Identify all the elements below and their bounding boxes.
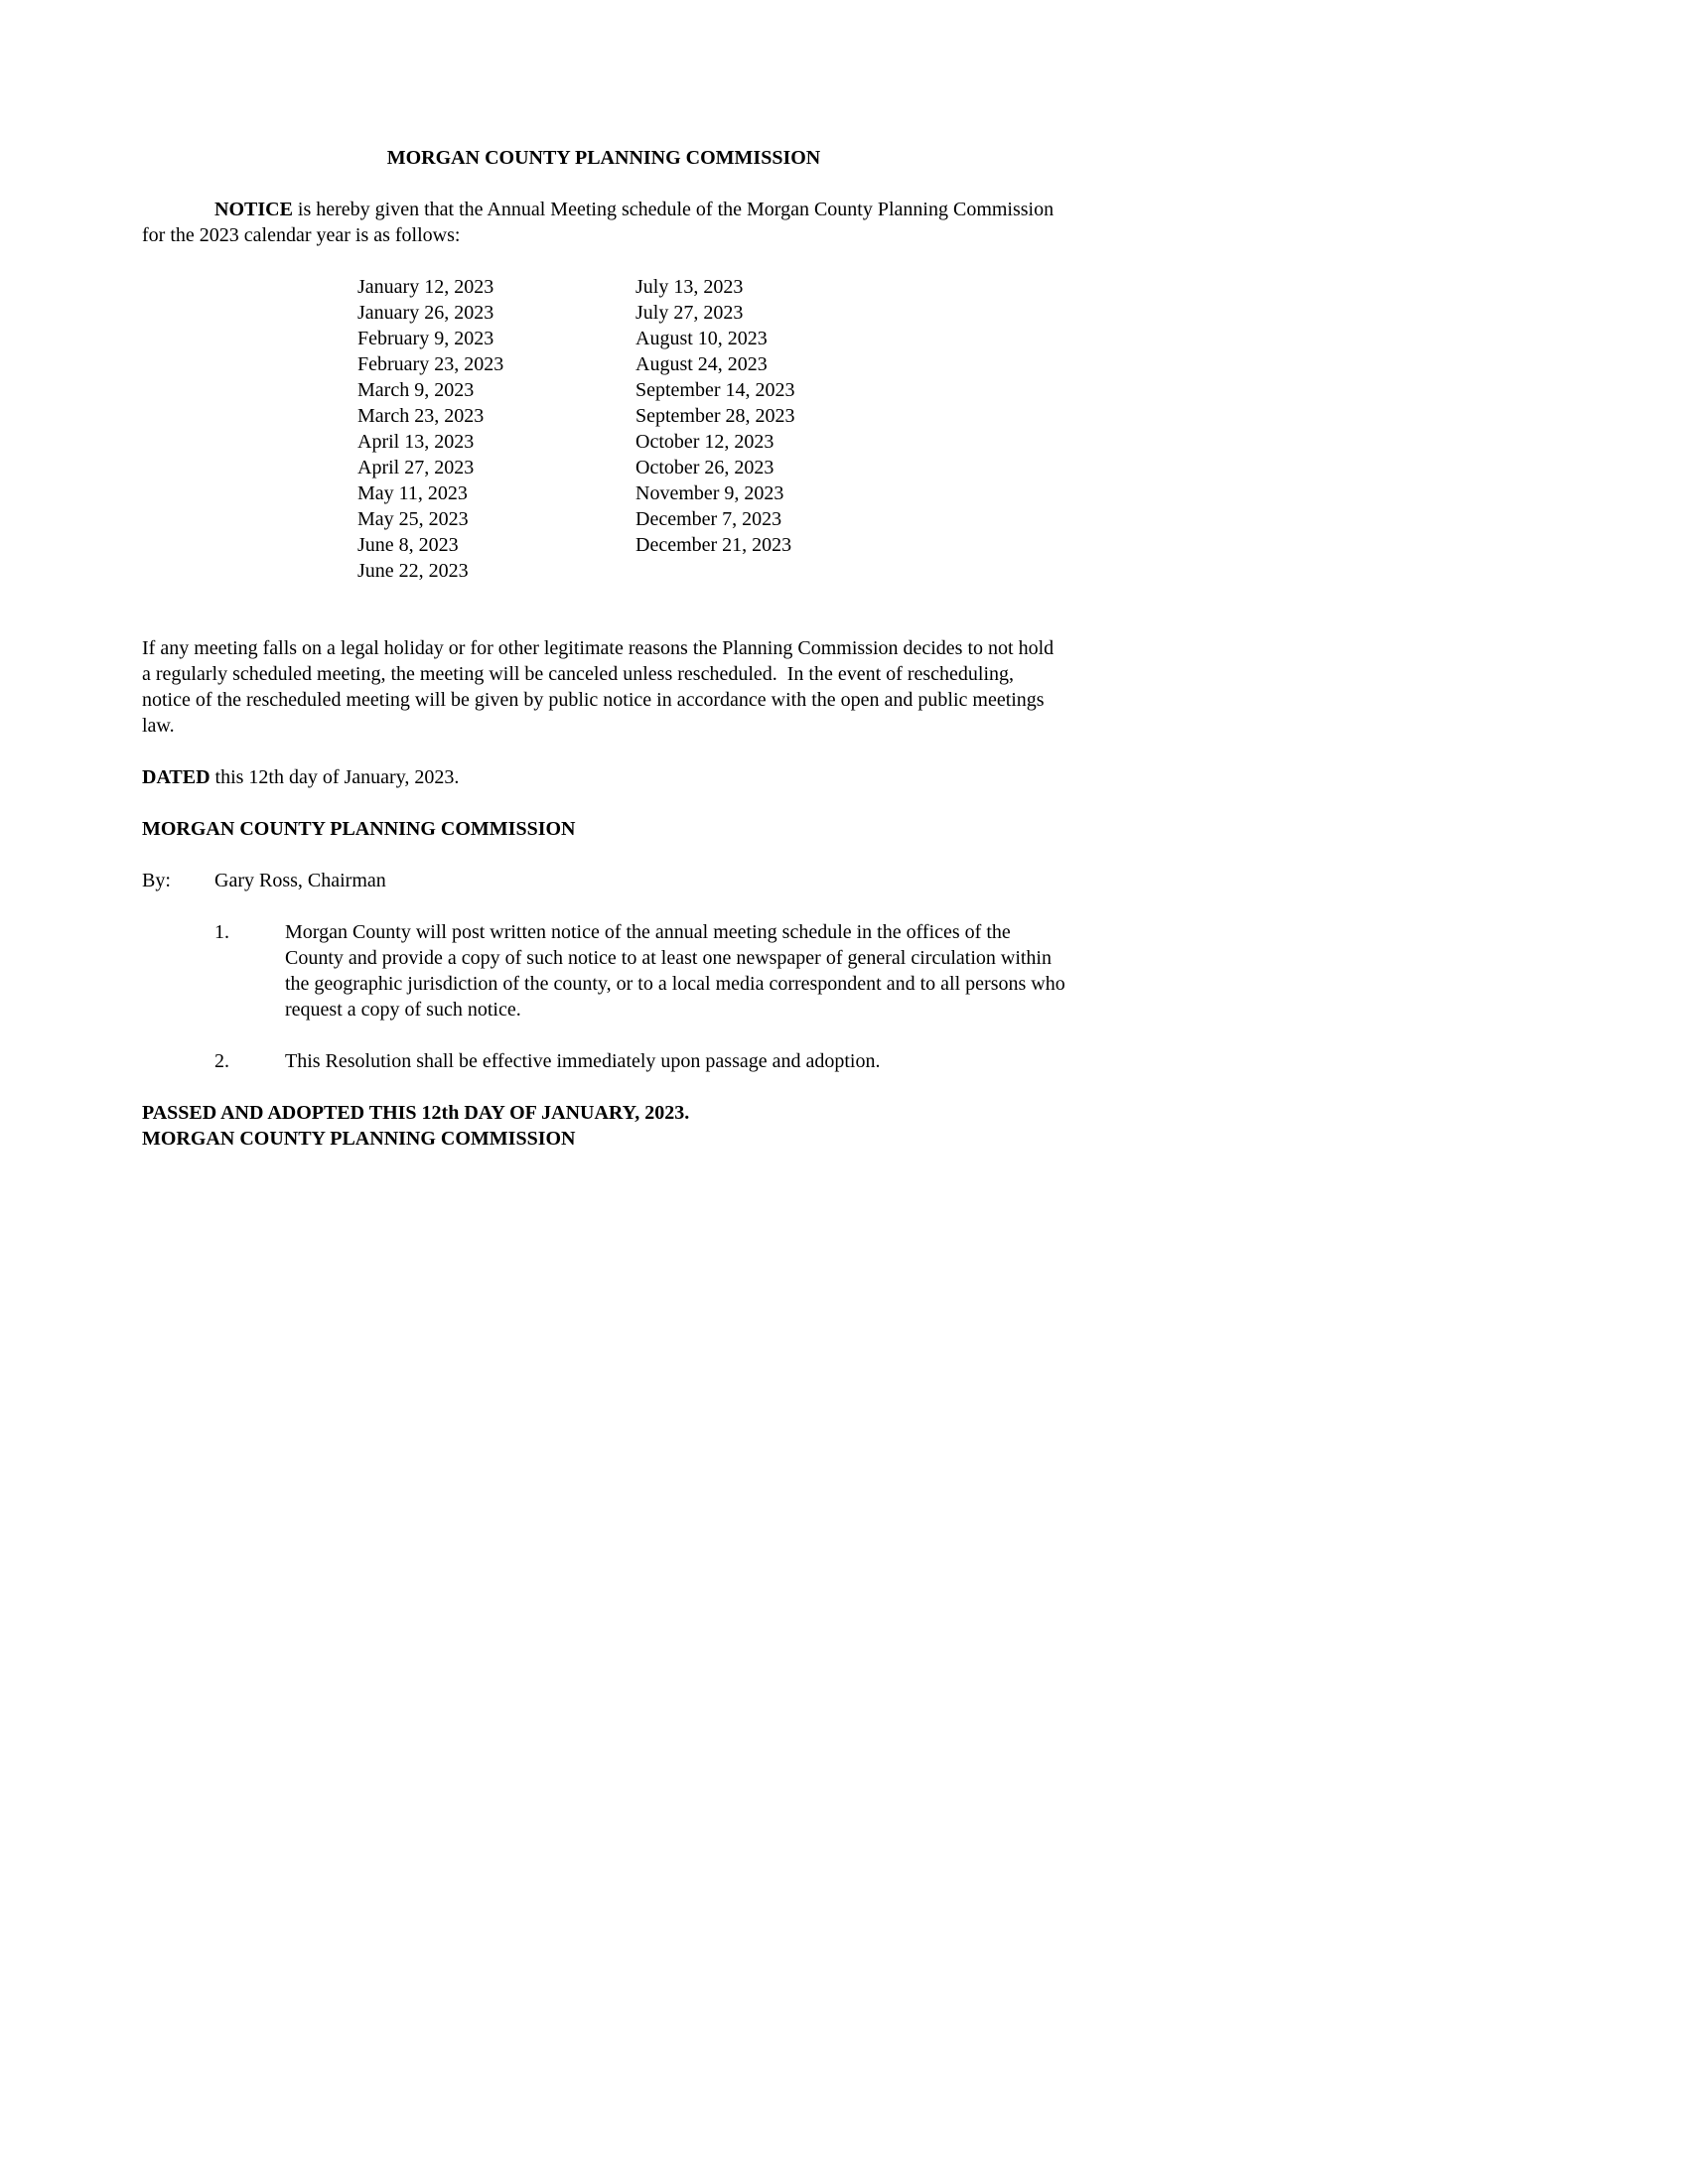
schedule-column-right: [635, 274, 1065, 584]
commission-heading: MORGAN COUNTY PLANNING COMMISSION: [142, 818, 576, 840]
schedule-date: December 7, 2023: [635, 508, 782, 530]
schedule-date: September 14, 2023: [635, 379, 795, 401]
schedule-date: June 8, 2023: [357, 534, 459, 556]
list-item: [214, 1048, 1065, 1074]
schedule-date: December 21, 2023: [635, 534, 792, 556]
schedule-date: March 9, 2023: [357, 379, 475, 401]
schedule-date: May 25, 2023: [357, 508, 469, 530]
list-item-number: 2.: [214, 1050, 229, 1072]
holiday-paragraph: If any meeting falls on a legal holiday or for other legitimate reasons the Planning Commission decides to not hold a regularly scheduled meeting, the meeting will be canceled unless rescheduled. In the event of rescheduling, notice of the rescheduled meeting will be given by public notice in accordance with the open and public meetings law.: [142, 637, 1059, 737]
schedule-date: September 28, 2023: [635, 405, 795, 427]
list-item: [214, 919, 1070, 1023]
list-item-text: Morgan County will post written notice of the annual meeting schedule in the offices of the County and provide a copy of such notice to at least one newspaper of general circulation within the geographic jurisdiction of the county, or to a local media correspondent and to all persons who request a copy of such notice.: [285, 921, 1070, 1021]
list-item-number: 1.: [214, 921, 229, 943]
schedule-date: January 26, 2023: [357, 302, 494, 324]
by-label: By:: [142, 870, 171, 891]
schedule-date: February 23, 2023: [357, 353, 504, 375]
document-content: [142, 145, 1070, 1177]
list-item-text: This Resolution shall be effective immediately upon passage and adoption.: [285, 1050, 881, 1072]
schedule-date: April 13, 2023: [357, 431, 475, 453]
passed-adopted-line: PASSED AND ADOPTED THIS 12th DAY OF JANUARY, 2023.: [142, 1102, 690, 1124]
chairman-name: Gary Ross, Chairman: [214, 870, 386, 891]
document-title: MORGAN COUNTY PLANNING COMMISSION: [386, 147, 821, 169]
dated-line: [142, 764, 1065, 790]
schedule-date: August 10, 2023: [635, 328, 768, 349]
schedule-date: April 27, 2023: [357, 457, 475, 478]
schedule-column-left: [357, 274, 635, 584]
notice-paragraph: [142, 197, 1065, 248]
schedule-date: July 13, 2023: [635, 276, 744, 298]
schedule-date: November 9, 2023: [635, 482, 784, 504]
schedule-date: January 12, 2023: [357, 276, 494, 298]
meeting-schedule: [357, 274, 1065, 584]
dated-text: this 12th day of January, 2023.: [210, 766, 460, 788]
passed-commission-line: MORGAN COUNTY PLANNING COMMISSION: [142, 1128, 576, 1150]
by-line: [142, 868, 1065, 893]
notice-paragraph-text: is hereby given that the Annual Meeting schedule of the Morgan County Planning Commission for the 2023 calendar year is as follows:: [142, 199, 1059, 246]
schedule-date: March 23, 2023: [357, 405, 485, 427]
notice-keyword: NOTICE: [214, 199, 293, 220]
dated-keyword: DATED: [142, 766, 211, 788]
schedule-date: August 24, 2023: [635, 353, 768, 375]
schedule-date: October 26, 2023: [635, 457, 774, 478]
schedule-date: May 11, 2023: [357, 482, 468, 504]
schedule-date: October 12, 2023: [635, 431, 774, 453]
schedule-date: June 22, 2023: [357, 560, 469, 582]
schedule-date: February 9, 2023: [357, 328, 494, 349]
schedule-date: July 27, 2023: [635, 302, 744, 324]
